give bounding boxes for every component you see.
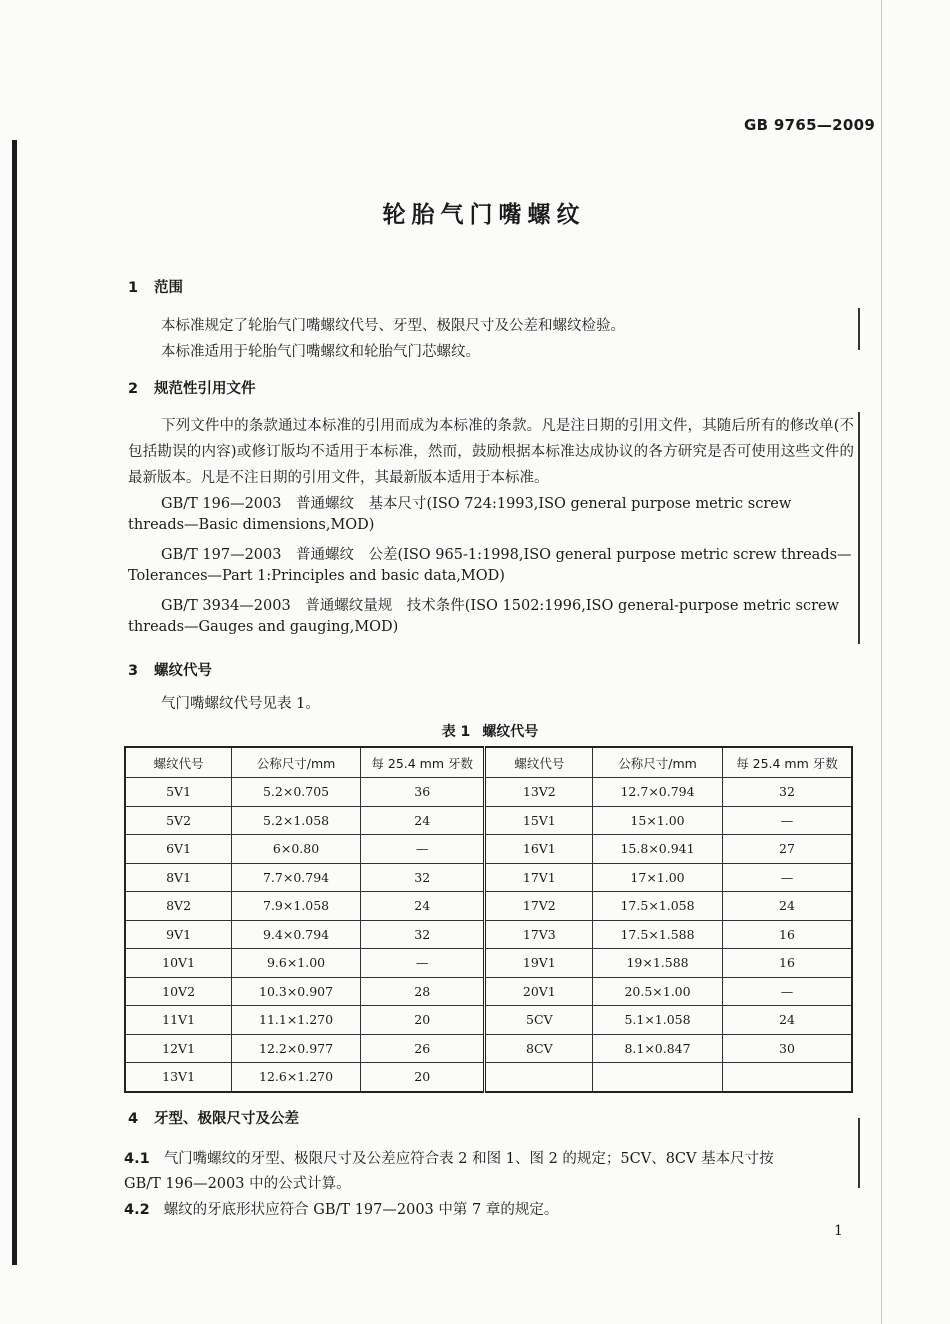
table-cell: 9V1: [125, 920, 232, 949]
table-caption-title: 螺纹代号: [482, 724, 539, 740]
table-cell: 12.6×1.270: [232, 1063, 361, 1092]
table-cell: 12V1: [125, 1034, 232, 1063]
column-header: 每 25.4 mm 牙数: [360, 747, 485, 778]
table-cell: 19×1.588: [593, 949, 723, 978]
table-cell: 5V1: [125, 778, 232, 807]
table-row: [125, 863, 852, 892]
table-cell: 20V1: [485, 977, 593, 1006]
table-cell: 26: [360, 1034, 485, 1063]
clause-text: 螺纹的牙底形状应符合 GB/T 197—2003 中第 7 章的规定。: [163, 1202, 559, 1218]
table-row: [125, 892, 852, 921]
table-cell: 5.2×0.705: [232, 778, 361, 807]
table-row: [125, 1063, 852, 1092]
reference-line: GB/T 197—2003 普通螺纹 公差(ISO 965-1:1998,ISO general purpose metric screw threads—: [161, 547, 852, 563]
table-cell: —: [360, 949, 485, 978]
document-title: 轮胎气门嘴螺纹: [382, 202, 586, 228]
table-cell: 24: [360, 892, 485, 921]
table-caption-label: 表 1: [441, 724, 471, 740]
table-cell: 6V1: [125, 835, 232, 864]
change-bar: [858, 1118, 860, 1188]
table-row: [125, 977, 852, 1006]
table-cell: —: [722, 806, 852, 835]
table-cell: 8V2: [125, 892, 232, 921]
table-cell: 8.1×0.847: [593, 1034, 723, 1063]
table-cell: 32: [722, 778, 852, 807]
column-header: 每 25.4 mm 牙数: [722, 747, 852, 778]
clause-number: 4.1: [124, 1151, 150, 1167]
table-cell: [485, 1063, 593, 1092]
table-row: [125, 1006, 852, 1035]
reference-line: threads—Basic dimensions,MOD): [128, 517, 375, 533]
table-cell: 12.7×0.794: [593, 778, 723, 807]
section-3-heading: [128, 659, 212, 680]
table-cell: 17V3: [485, 920, 593, 949]
table-cell: 11.1×1.270: [232, 1006, 361, 1035]
table-row: [125, 1034, 852, 1063]
section-title: 螺纹代号: [154, 663, 212, 679]
section-number: 4: [128, 1111, 139, 1127]
table-cell: 15V1: [485, 806, 593, 835]
table-cell: 13V2: [485, 778, 593, 807]
change-bar: [858, 308, 860, 350]
column-header: 公称尺寸/mm: [593, 747, 723, 778]
section-number: 2: [128, 381, 139, 397]
table-caption: [0, 721, 950, 741]
column-header: 公称尺寸/mm: [232, 747, 361, 778]
reference-line: GB/T 3934—2003 普通螺纹量规 技术条件(ISO 1502:1996,ISO general-purpose metric screw: [161, 598, 840, 614]
clause-text: 气门嘴螺纹的牙型、极限尺寸及公差应符合表 2 和图 1、图 2 的规定；5CV、8CV 基本尺寸按: [163, 1151, 774, 1167]
table-cell: 32: [360, 863, 485, 892]
table-cell: 19V1: [485, 949, 593, 978]
table-cell: 30: [722, 1034, 852, 1063]
table-cell: 5.2×1.058: [232, 806, 361, 835]
table-cell: 15×1.00: [593, 806, 723, 835]
table-cell: 32: [360, 920, 485, 949]
table-cell: 20.5×1.00: [593, 977, 723, 1006]
section-1-paragraph: 本标准规定了轮胎气门嘴螺纹代号、牙型、极限尺寸及公差和螺纹检验。: [161, 318, 625, 334]
table-cell: 7.9×1.058: [232, 892, 361, 921]
table-cell: 8CV: [485, 1034, 593, 1063]
table-cell: 20: [360, 1006, 485, 1035]
table-cell: 12.2×0.977: [232, 1034, 361, 1063]
table-cell: 17×1.00: [593, 863, 723, 892]
section-number: 1: [128, 280, 139, 296]
clause-4-1: [124, 1147, 774, 1168]
section-title: 牙型、极限尺寸及公差: [154, 1111, 299, 1127]
table-row: [125, 949, 852, 978]
table-cell: 27: [722, 835, 852, 864]
reference-line: Tolerances—Part 1:Principles and basic data,MOD): [128, 568, 505, 584]
table-cell: 20: [360, 1063, 485, 1092]
section-1-heading: [128, 276, 183, 297]
table-cell: 10V2: [125, 977, 232, 1006]
reference-line: GB/T 196—2003 普通螺纹 基本尺寸(ISO 724:1993,ISO general purpose metric screw: [161, 496, 792, 512]
table-row: [125, 806, 852, 835]
table-cell: 10V1: [125, 949, 232, 978]
table-cell: 17.5×1.588: [593, 920, 723, 949]
clause-number: 4.2: [124, 1202, 150, 1218]
section-1-paragraph: 本标准适用于轮胎气门嘴螺纹和轮胎气门芯螺纹。: [161, 344, 480, 360]
table-cell: 17V1: [485, 863, 593, 892]
clause-4-2: [124, 1198, 558, 1219]
table-cell: 36: [360, 778, 485, 807]
table-cell: 5V2: [125, 806, 232, 835]
table-cell: 16: [722, 920, 852, 949]
table-row: [125, 835, 852, 864]
table-cell: 6×0.80: [232, 835, 361, 864]
change-bar: [858, 412, 860, 644]
table-cell: —: [722, 863, 852, 892]
table-cell: 9.6×1.00: [232, 949, 361, 978]
table-row: [125, 778, 852, 807]
table-cell: 13V1: [125, 1063, 232, 1092]
page-number: 1: [834, 1223, 843, 1239]
table-cell: [722, 1063, 852, 1092]
thread-code-table: [124, 746, 853, 1093]
table-cell: 7.7×0.794: [232, 863, 361, 892]
section-number: 3: [128, 663, 139, 679]
table-cell: 5.1×1.058: [593, 1006, 723, 1035]
section-title: 范围: [154, 280, 183, 296]
table-row: [125, 920, 852, 949]
table-cell: 24: [360, 806, 485, 835]
table-cell: 24: [722, 892, 852, 921]
clause-4-1-continued: GB/T 196—2003 中的公式计算。: [124, 1176, 351, 1192]
section-title: 规范性引用文件: [154, 381, 256, 397]
table-cell: 8V1: [125, 863, 232, 892]
section-4-heading: [128, 1107, 299, 1128]
table-cell: 15.8×0.941: [593, 835, 723, 864]
scan-edge-left: [12, 140, 17, 1265]
section-3-paragraph: 气门嘴螺纹代号见表 1。: [161, 696, 320, 712]
table-cell: 5CV: [485, 1006, 593, 1035]
table-cell: 17V2: [485, 892, 593, 921]
column-header: 螺纹代号: [485, 747, 593, 778]
table-cell: 28: [360, 977, 485, 1006]
standard-number: GB 9765—2009: [744, 116, 876, 134]
table-cell: 16: [722, 949, 852, 978]
table-cell: [593, 1063, 723, 1092]
table-cell: 16V1: [485, 835, 593, 864]
reference-line: threads—Gauges and gauging,MOD): [128, 619, 399, 635]
column-header: 螺纹代号: [125, 747, 232, 778]
table-cell: 9.4×0.794: [232, 920, 361, 949]
table-cell: —: [722, 977, 852, 1006]
table-cell: —: [360, 835, 485, 864]
table-cell: 17.5×1.058: [593, 892, 723, 921]
table-cell: 11V1: [125, 1006, 232, 1035]
table-cell: 10.3×0.907: [232, 977, 361, 1006]
section-2-intro: 下列文件中的条款通过本标准的引用而成为本标准的条款。凡是注日期的引用文件，其随后所有的修改单(不包括勘误的内容)或修订版均不适用于本标准，然而，鼓励根据本标准达成协议的各方研究是否可使用这些文件的最新版本。凡是不注日期的引用文件，其最新版本适用于本标准。: [128, 418, 854, 486]
section-2-heading: [128, 377, 256, 398]
table-header-row: [125, 747, 852, 778]
table-cell: 24: [722, 1006, 852, 1035]
